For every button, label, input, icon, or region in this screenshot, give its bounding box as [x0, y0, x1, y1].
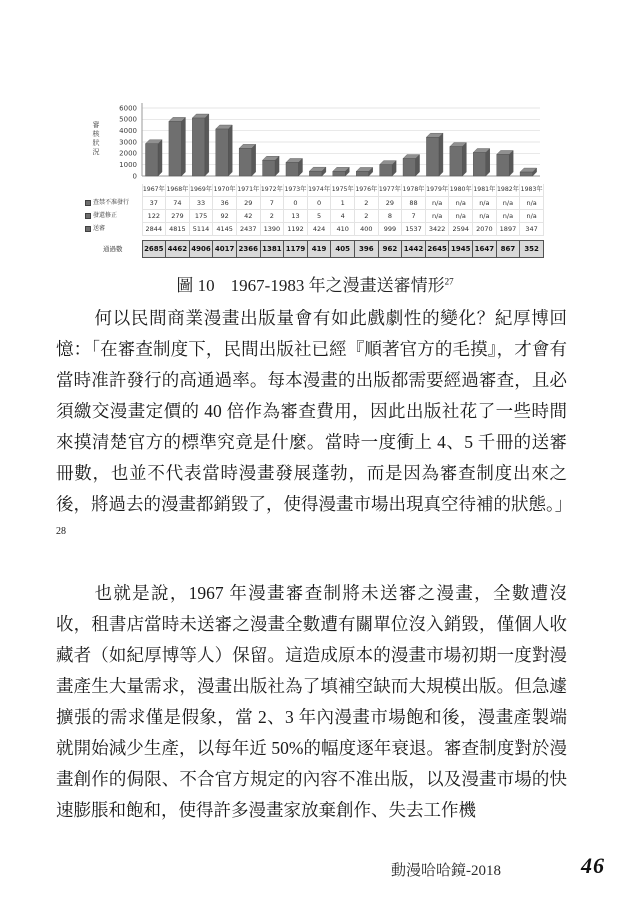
series-value-cell: n/a: [473, 196, 497, 209]
series-value-cell: 8: [378, 209, 402, 222]
chart-bar: [380, 165, 393, 176]
summary-value-cell: 2645: [425, 241, 449, 258]
series-value-cell: 1192: [284, 223, 308, 236]
summary-value-cell: 4462: [166, 241, 190, 258]
series-value-cell: n/a: [520, 196, 544, 209]
series-value-cell: 3422: [425, 223, 449, 236]
summary-value-cell: 4906: [189, 241, 213, 258]
submission-bar-chart: [84, 100, 544, 184]
series-value-cell: n/a: [425, 196, 449, 209]
y-tick-label: 3000: [119, 138, 137, 147]
chart-bar: [239, 148, 252, 176]
summary-value-cell: 352: [520, 241, 544, 258]
summary-value-cell: 962: [378, 241, 402, 258]
summary-value-cell: 419: [307, 241, 331, 258]
series-value-cell: 0: [284, 196, 308, 209]
series-value-cell: 7: [260, 196, 284, 209]
bar-side-face: [205, 114, 209, 176]
y-tick-label: 2000: [119, 149, 137, 158]
table-year-header: 1974年: [307, 184, 331, 196]
table-year-header: 1972年: [260, 184, 284, 196]
y-axis-title-char: 況: [92, 148, 100, 156]
series-value-cell: 2: [260, 209, 284, 222]
table-year-header: 1979年: [425, 184, 449, 196]
summary-value-cell: 2366: [236, 241, 260, 258]
series-value-cell: 2844: [142, 223, 166, 236]
series-value-cell: n/a: [520, 209, 544, 222]
chart-bar: [169, 121, 182, 176]
table-year-header: 1977年: [378, 184, 402, 196]
series-value-cell: 4145: [213, 223, 237, 236]
table-year-header: 1983年: [520, 184, 544, 196]
y-tick-label: 0: [132, 172, 137, 181]
series-label: 送審: [84, 223, 142, 236]
chart-bar: [263, 160, 276, 176]
table-year-header: 1971年: [236, 184, 260, 196]
series-value-cell: 1390: [260, 223, 284, 236]
series-value-cell: 5: [307, 209, 331, 222]
table-year-header: 1973年: [284, 184, 308, 196]
y-tick-label: 6000: [119, 104, 137, 113]
table-year-header: 1975年: [331, 184, 355, 196]
series-value-cell: 1897: [496, 223, 520, 236]
page-number: 46: [581, 853, 605, 878]
summary-value-cell: 1179: [284, 241, 308, 258]
series-value-cell: 424: [307, 223, 331, 236]
chart-data-table: [84, 184, 544, 258]
summary-row-label: 通過數: [103, 244, 123, 253]
series-value-cell: 7: [402, 209, 426, 222]
series-value-cell: 29: [236, 196, 260, 209]
figure-caption: [84, 271, 546, 296]
bar-side-face: [228, 125, 232, 176]
series-value-cell: 279: [166, 209, 190, 222]
series-value-cell: 2594: [449, 223, 473, 236]
series-value-cell: 88: [402, 196, 426, 209]
bar-side-face: [462, 143, 466, 176]
series-value-cell: 175: [189, 209, 213, 222]
y-tick-label: 5000: [119, 115, 137, 124]
summary-value-cell: 1381: [260, 241, 284, 258]
series-value-cell: 74: [166, 196, 190, 209]
bar-side-face: [439, 133, 443, 176]
bar-side-face: [181, 117, 185, 176]
summary-value-cell: 1442: [402, 241, 426, 258]
summary-value-cell: 867: [496, 241, 520, 258]
table-year-header: 1980年: [449, 184, 473, 196]
series-value-cell: 4815: [166, 223, 190, 236]
bar-side-face: [509, 151, 513, 176]
series-value-cell: 36: [213, 196, 237, 209]
chart-bar: [286, 162, 299, 176]
series-value-cell: 33: [189, 196, 213, 209]
chart-bar: [309, 171, 322, 176]
table-year-header: 1978年: [402, 184, 426, 196]
paragraph-1: [56, 303, 573, 551]
bar-side-face: [486, 149, 490, 176]
series-value-cell: 13: [284, 209, 308, 222]
series-value-cell: n/a: [473, 209, 497, 222]
chart-bar: [520, 172, 533, 176]
table-year-header: 1967年: [142, 184, 166, 196]
paragraph-2-text: 也就是說，1967 年漫畫審查制將未送審之漫畫，全數遭沒收，租書店當時未送審之漫畫全數遭有關單位沒入銷毀，僅個人收藏者（如紀厚博等人）保留。這造成原本的漫畫市場初期一度對漫畫產生大量需求，漫畫出版社為了填補空缺而大規模出版。但急遽擴張的需求僅是假象，當 2、3 年內漫畫市場飽和後，漫畫產製端就開始減少生產，以每年近 50%的幅度逐年衰退。審查制度對於漫畫創作的侷限、不合官方規定的內容不准出版，以及漫畫市場的快速膨脹和飽和，使得許多漫畫家放棄創作、失去工作機: [56, 583, 567, 820]
table-year-header: 1969年: [189, 184, 213, 196]
table-year-header: 1976年: [354, 184, 378, 196]
series-value-cell: 29: [378, 196, 402, 209]
series-value-cell: 410: [331, 223, 355, 236]
caption-title: 1967-1983 年之漫畫送審情形: [230, 275, 445, 295]
summary-value-cell: 2685: [142, 241, 166, 258]
series-value-cell: 2: [354, 196, 378, 209]
summary-value-cell: 1647: [473, 241, 497, 258]
caption-label: 圖 10: [176, 275, 215, 295]
chart-bar: [356, 171, 369, 176]
series-value-cell: 0: [307, 196, 331, 209]
chart-bar: [426, 137, 439, 176]
series-value-cell: 37: [142, 196, 166, 209]
series-value-cell: n/a: [449, 209, 473, 222]
series-value-cell: 5114: [189, 223, 213, 236]
table-year-header: 1981年: [473, 184, 497, 196]
series-value-cell: 42: [236, 209, 260, 222]
paragraph-1-text: 何以民間商業漫畫出版量會有如此戲劇性的變化？紀厚博回憶：「在審查制度下，民間出版社已經『順著官方的毛摸』，才會有當時准許發行的高通過率。每本漫畫的出版都需要經過審查，且必須繳交漫畫定價的 40 倍作為審查費用，因此出版社花了一些時間來摸清楚官方的標準究竟是什麼。當時一度衝上 4、5 千冊的送審冊數，也並不代表當時漫畫發展蓬勃，而是因為審查制度出來之後，將過去的漫畫都銷毀了，使得漫畫市場出現真空待補的狀態。」: [56, 308, 573, 514]
series-value-cell: 2: [354, 209, 378, 222]
series-value-cell: 92: [213, 209, 237, 222]
y-tick-label: 4000: [119, 127, 137, 136]
legend-swatch-icon: [85, 200, 91, 206]
table-year-header: 1970年: [213, 184, 237, 196]
chart-bar: [146, 144, 159, 176]
y-tick-label: 1000: [119, 161, 137, 170]
legend-swatch-icon: [85, 213, 91, 219]
table-year-header: 1982年: [496, 184, 520, 196]
y-axis-title-char: 核: [92, 130, 100, 138]
summary-value-cell: 1945: [449, 241, 473, 258]
body-text: [56, 303, 573, 853]
series-value-cell: 1: [331, 196, 355, 209]
series-value-cell: 122: [142, 209, 166, 222]
series-value-cell: 2070: [473, 223, 497, 236]
series-value-cell: 999: [378, 223, 402, 236]
series-value-cell: 2437: [236, 223, 260, 236]
series-label: 查禁不准發行: [84, 196, 142, 209]
chart-bar: [473, 153, 486, 176]
table-year-header: 1968年: [166, 184, 190, 196]
chart-bar: [333, 171, 346, 176]
chart-bar: [192, 118, 205, 176]
series-value-cell: n/a: [496, 196, 520, 209]
series-value-cell: n/a: [449, 196, 473, 209]
footnote-ref-28: 28: [56, 526, 66, 538]
table-corner-cell: [84, 184, 142, 196]
series-value-cell: 4: [331, 209, 355, 222]
chart-bar: [216, 129, 229, 176]
chart-bar: [497, 155, 510, 176]
page-footer: [0, 853, 621, 883]
summary-value-cell: 396: [354, 241, 378, 258]
chart-bar: [450, 147, 463, 176]
footer-book-title: 動漫哈哈鏡-2018: [391, 863, 501, 879]
summary-value-cell: 4017: [213, 241, 237, 258]
summary-value-cell: 405: [331, 241, 355, 258]
bar-side-face: [158, 140, 162, 176]
series-label: 發還修正: [84, 209, 142, 222]
y-axis-title-char: 審: [92, 121, 100, 129]
figure-10: [84, 100, 546, 296]
caption-footnote-ref: 27: [444, 276, 454, 287]
paragraph-2: [56, 578, 567, 826]
y-axis-title-char: 狀: [92, 139, 100, 147]
series-value-cell: 347: [520, 223, 544, 236]
series-value-cell: 1537: [402, 223, 426, 236]
bar-side-face: [252, 144, 256, 176]
series-value-cell: n/a: [425, 209, 449, 222]
legend-swatch-icon: [85, 226, 91, 232]
chart-bar: [403, 159, 416, 176]
series-value-cell: n/a: [496, 209, 520, 222]
series-value-cell: 400: [354, 223, 378, 236]
